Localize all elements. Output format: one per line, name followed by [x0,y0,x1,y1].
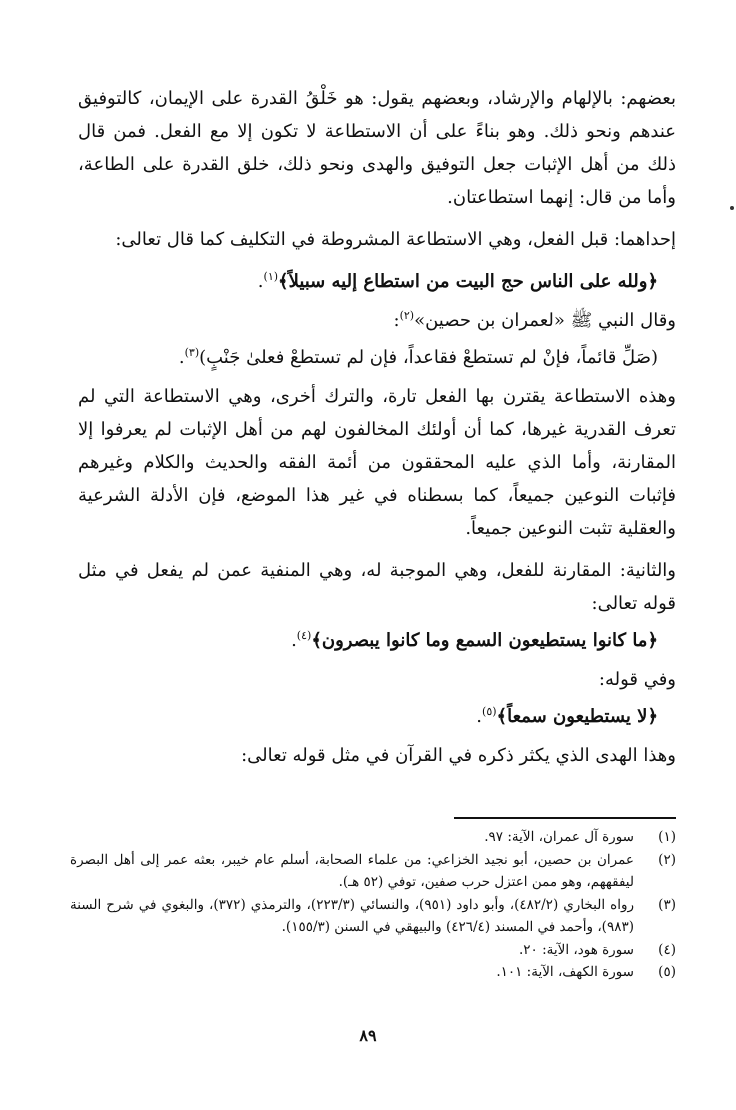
footnote-separator [454,817,676,819]
verse-2-text: ﴿ما كانوا يستطيعون السمع وما كانوا يبصرون﴾ [311,630,658,651]
footnote-text: سورة آل عمران، الآية: ٩٧. [484,829,634,845]
hadith-text: (صَلِّ قائماً، فإنْ لم تستطعْ فقاعداً، فإن لم تستطعْ فعلىٰ جَنْبٍ) [199,347,658,368]
scan-mark [730,206,734,210]
footnote-item [70,939,676,962]
quran-verse-2: ﴿ما كانوا يستطيعون السمع وما كانوا يبصرون﴾$^{(٤)}$. [291,629,658,651]
verse-1-text: ﴿ولله على الناس حج البيت من استطاع إليه سبيلاً﴾ [278,271,658,292]
footnotes-section [70,826,676,984]
footnote-number: (٥) [658,964,676,980]
footnote-ref-4: (٤) [296,629,312,642]
paragraph-7: وهذا الهدى الذي يكثر ذكره في القرآن في مثل قوله تعالى: [241,745,676,766]
footnote-item [70,894,676,939]
paragraph-2: إحداهما: قبل الفعل، وهي الاستطاعة المشروطة في التكليف كما قال تعالى: [115,229,676,250]
footnote-number: (٣) [658,896,676,913]
paragraph-3 [78,304,676,337]
footnote-text: رواه البخاري (٤٨٢/٢)، وأبو داود (٩٥١)، والنسائي (٢٢٣/٣)، والترمذي (٣٧٢)، والبغوي في شرح السنة (٩٨٣)، وأحمد في المسند (٤٢٦/٤) والبيهقي في السنن (١٥٥/٣). [70,896,634,935]
footnote-item [70,849,676,894]
footnote-ref-5: (٥) [482,705,497,718]
quran-verse-3: ﴿لا يستطيعون سمعاً﴾$^{(٥)}$. [476,705,658,727]
footnote-text: عمران بن حصين، أبو نجيد الخزاعي: من علماء الصحابة، أسلم عام خيبر، بعثه عمر إلى أهل البصرة ليفقههم، وهو ممن اعتزل حرب صفين، توفي (٥٢ هـ). [70,851,634,890]
page-number: ٨٩ [359,1026,377,1045]
paragraph-4: وهذه الاستطاعة يقترن بها الفعل تارة، والترك أخرى، وهي الاستطاعة التي لم تعرف القدرية غيرها، كما أن أولئك المخالفون لهم من أهل الإثبات لم يعرفوا إلا المقارنة، وأما الذي عليه المحققون من أئمة الفقه والحديث والكلام وغيرهم فإثبات النوعين جميعاً، كما بسطناه في غير هذا الموضع، فإن الأدلة الشرعية والعقلية تثبت النوعين جميعاً. [78,386,677,539]
main-text [78,82,676,781]
verse-3-text: ﴿لا يستطيعون سمعاً﴾ [496,706,658,727]
footnote-text: سورة هود، الآية: ٢٠. [518,941,634,958]
hadith-quote: (صَلِّ قائماً، فإنْ لم تستطعْ فقاعداً، فإن لم تستطعْ فعلىٰ جَنْبٍ)$^{(٣)}$. [178,346,658,368]
footnote-text: سورة الكهف، الآية: ١٠١. [496,964,634,980]
footnote-ref-1: (١) [263,270,279,283]
paragraph-6: وفي قوله: [598,669,676,690]
footnote-item [70,826,676,849]
footnote-item [70,961,676,984]
quran-verse-1: ﴿ولله على الناس حج البيت من استطاع إليه سبيلاً﴾$^{(١)}$. [257,270,658,292]
footnote-number: (٤) [658,941,676,958]
footnote-number: (٢) [658,851,676,868]
footnote-ref-3: (٣) [184,346,200,359]
paragraph-1: بعضهم: بالإلهام والإرشاد، وبعضهم يقول: هو خَلْقُ القدرة على الإيمان، كالتوفيق عندهم ونحو ذلك. وهو بناءً على أن الاستطاعة لا تكون إلا مع الفعل. فمن قال ذلك من أهل الإثبات جعل التوفيق والهدى ونحو ذلك، خلق القدرة على الطاعة، وأما من قال: إنهما استطاعتان. [78,88,676,208]
footnote-number: (١) [658,829,676,845]
footnote-ref-2: (٢) [399,309,415,322]
paragraph-5: والثانية: المقارنة للفعل، وهي الموجبة له، وهي المنفية عمن لم يفعل في مثل قوله تعالى: [78,560,676,614]
paragraph-3-tail: : [393,310,400,331]
paragraph-3-text: وقال النبي ﷺ «لعمران بن حصين» [414,310,676,331]
